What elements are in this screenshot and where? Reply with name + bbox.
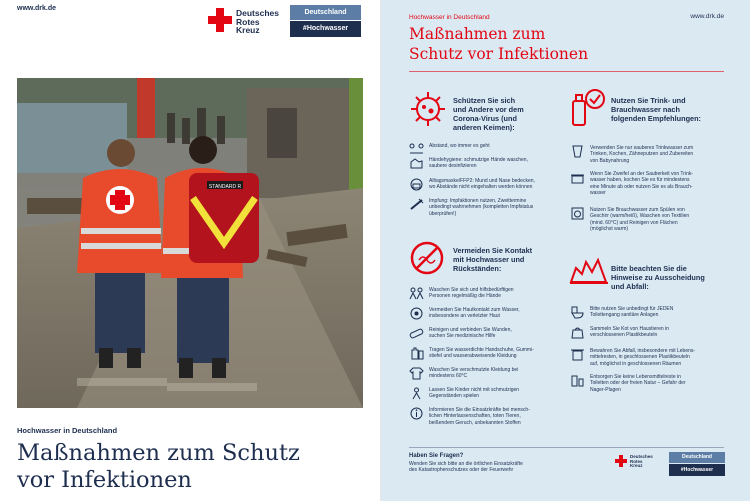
title-divider xyxy=(409,71,724,72)
footer-text: Wenden Sie sich bitte an die örtlichen Einsatzkräfte des Katastrophenschutzes oder der Feuerwehr xyxy=(409,461,523,474)
red-cross-icon xyxy=(615,455,627,467)
cover-url[interactable]: www.drk.de xyxy=(17,5,57,12)
badge-hashtag: #Hochwasser xyxy=(290,21,361,37)
section-heading-waste: Bitte beachten Sie die Hinweise zu Ausscheidung und Abfall: xyxy=(611,264,705,291)
list-item: Entsorgen Sie keine Lebensmittelreste in Toiletten oder der freien Natur – Gefahr der Nager-Plagen xyxy=(570,374,730,393)
info-icon xyxy=(409,407,424,420)
cover-kicker: Hochwasser in Deutschland xyxy=(17,426,118,435)
bin-icon xyxy=(570,348,585,361)
list-item: Bewahren Sie Abfall, insbesondere mit Lebens- mittelresten, in geschlossenen Plastikbeuteln auf, möglichst in geschlossenen Räumen xyxy=(570,348,730,367)
waste-icon xyxy=(568,254,610,286)
footer-badge-hashtag: #Hochwasser xyxy=(669,464,725,476)
info-title: Maßnahmen zum Schutz vor Infektionen xyxy=(409,25,589,63)
list-item: Wenn Sie Zweifel an der Sauberkeit von Trink- wasser haben, kochen Sie es für mindestens eine Minute ab oder nutzen Sie es als Brauch- wasser xyxy=(570,171,730,197)
section-heading-contact: Vermeiden Sie Kontakt mit Hochwasser und Rückständen: xyxy=(453,246,533,273)
footer-logo-text: Deutsches Rotes Kreuz xyxy=(630,454,653,468)
list-item: Reinigen und verbinden Sie Wunden, suchen Sie medizinische Hilfe xyxy=(409,327,559,340)
info-kicker: Hochwasser in Deutschland xyxy=(409,14,490,21)
footer-divider xyxy=(409,447,724,448)
list-item: Händehygiene: schmutzige Hände waschen, saubere desinfizieren xyxy=(409,157,559,170)
distance-icon xyxy=(409,143,424,156)
child-icon xyxy=(409,387,424,400)
info-url[interactable]: www.drk.de xyxy=(690,13,724,20)
section-heading-corona: Schützen Sie sich und Andere vor dem Corona-Virus (und anderen Keimen): xyxy=(453,96,524,132)
food-icon xyxy=(570,374,585,387)
red-cross-icon xyxy=(208,8,232,32)
logo-text: Deutsches Rotes Kreuz xyxy=(236,8,279,35)
shirt-icon xyxy=(409,367,424,380)
campaign-badge xyxy=(290,5,361,37)
drk-logo xyxy=(208,8,279,35)
cover-title: Maßnahmen zum Schutz vor Infektionen xyxy=(17,440,300,493)
footer-question: Haben Sie Fragen? xyxy=(409,453,464,459)
mask-icon xyxy=(409,178,424,191)
list-item: Informieren Sie die Einsatzkräfte bei mensch- lichen Hinterlassenschaften, toten Tieren, beißendem Geruch, unbekannten Stoffen xyxy=(409,407,559,426)
syringe-icon xyxy=(409,198,424,211)
list-item: Nutzen Sie Brauchwasser zum Spülen von Geschirr (warm/heiß), Waschen von Textilien (mind. 60°C) und Reinigen von Flächen (möglichst warm) xyxy=(570,207,730,233)
washing-machine-icon xyxy=(570,207,585,220)
list-item: Waschen Sie sich und hilfsbedürftigen Personen regelmäßig die Hände xyxy=(409,287,559,300)
list-item: Impfung: Impfaktionen nutzen, Zweittermine unbedingt wahrnehmen (kompletten Impfstatus überprüfen!) xyxy=(409,198,559,217)
footer-drk-logo xyxy=(615,455,653,469)
virus-icon xyxy=(409,90,447,128)
toilet-icon xyxy=(570,306,585,319)
backpack-label: STANDARD R xyxy=(208,184,242,190)
skin-icon xyxy=(409,307,424,320)
list-item: Verwenden Sie nur sauberes Trinkwasser zum Trinken, Kochen, Zähneputzen und Zubereiten von Babynahrung xyxy=(570,145,730,164)
list-item: Alltagsmaske/FFP2: Mund und Nase bedecken, wo Abstände nicht eingehalten werden können xyxy=(409,178,559,191)
people-icon xyxy=(409,287,424,300)
bag-icon xyxy=(570,326,585,339)
section-heading-water: Nutzen Sie Trink- und Brauchwasser nach folgenden Empfehlungen: xyxy=(611,96,701,123)
footer-campaign-badge xyxy=(669,452,725,476)
cover-photo xyxy=(17,78,363,408)
list-item: Waschen Sie verschmutzte Kleidung bei mindestens 60°C xyxy=(409,367,559,380)
list-item: Bitte nutzen Sie unbedingt für JEDEN Toilettengang sanitäre Anlagen xyxy=(570,306,730,319)
footer-badge-country: Deutschland xyxy=(669,452,725,463)
hand-wash-icon xyxy=(409,157,424,170)
list-item: Vermeiden Sie Hautkontakt zum Wasser, insbesondere an verletzter Haut xyxy=(409,307,559,320)
glass-icon xyxy=(570,145,585,158)
bandage-icon xyxy=(409,327,424,340)
list-item: Abstand, wo immer es geht xyxy=(409,143,559,156)
gloves-icon xyxy=(409,347,424,360)
list-item: Sammeln Sie Kot von Haustieren in verschlossenen Plastikbeuteln xyxy=(570,326,730,339)
badge-country: Deutschland xyxy=(290,5,361,20)
water-bottle-icon xyxy=(570,87,606,127)
list-item: Tragen Sie wasserdichte Handschuhe, Gummi- stiefel und wasserabweisende Kleidung xyxy=(409,347,559,360)
list-item: Lassen Sie Kinder nicht mit schmutzigen Gegenständen spielen xyxy=(409,387,559,400)
pot-icon xyxy=(570,171,585,184)
info-page xyxy=(382,0,750,501)
no-contact-icon xyxy=(409,240,445,276)
